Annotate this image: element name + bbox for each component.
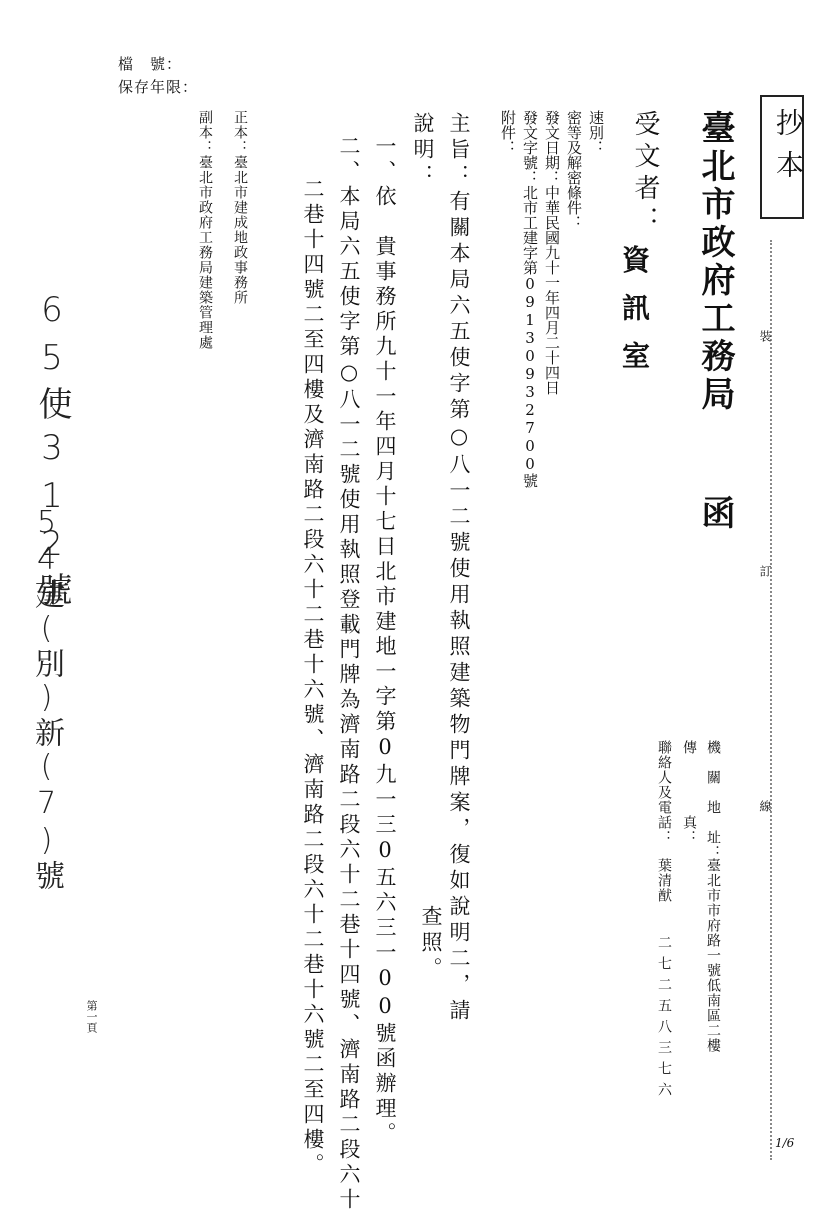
agency-name: 臺北市政府工務局 bbox=[695, 110, 735, 414]
retention-period-label: 保存年限： bbox=[118, 78, 199, 96]
copy-stamp: 抄本 bbox=[772, 108, 805, 192]
recipient-label: 受文者： bbox=[630, 110, 660, 238]
document-type: 函 bbox=[695, 495, 735, 529]
explanation-item-1: 一、依 貴事務所九十一年四月十七日北市建地一字第0九一三0五六三一00號函辦理。 bbox=[373, 135, 397, 1147]
subject-tail: 查照。 bbox=[419, 905, 443, 983]
page-number: 第一頁 bbox=[85, 1000, 98, 1033]
urgency-field: 速別： bbox=[587, 110, 605, 155]
recipient-name: 資訊室 bbox=[618, 245, 651, 389]
fax-label: 傳 真： bbox=[681, 740, 697, 845]
address-value: 臺北市市府路一號低南區二樓 bbox=[705, 858, 721, 1053]
address-label: 機 關 地 址： bbox=[705, 740, 721, 860]
binding-line bbox=[770, 240, 772, 1160]
binding-mark-3: 線 bbox=[758, 800, 772, 812]
corner-mark: 1/6 bbox=[775, 1136, 795, 1150]
secrecy-field: 密等及解密條件： bbox=[565, 110, 583, 230]
file-number-label: 檔 號： bbox=[118, 55, 183, 73]
contact-label: 聯絡人及電話： bbox=[656, 740, 672, 845]
issue-date: 發文日期：中華民國九十一年四月二十四日 bbox=[543, 110, 561, 395]
binding-mark-1: 裝 bbox=[758, 330, 772, 342]
explanation-label: 說明： bbox=[411, 112, 435, 190]
explanation-item-2: 二、本局六五使字第○八一二號使用執照登載門牌為濟南路二段六十二巷十四號、濟南路二段六十 bbox=[337, 135, 361, 1213]
copy-recipient: 副本：臺北市政府工務局建築管理處 bbox=[197, 110, 213, 350]
attachments-field: 附件： bbox=[499, 110, 517, 155]
contact-person: 葉清猷 bbox=[656, 858, 672, 903]
handwritten-note-1: 65使312號 bbox=[32, 290, 72, 614]
binding-mark-2: 訂 bbox=[758, 565, 772, 577]
reference-number: 發文字號：北市工建字第09130932700號 bbox=[521, 110, 539, 488]
contact-phone: 二七二五八三七六 bbox=[656, 935, 672, 1103]
primary-recipient: 正本：臺北市建成地政事務所 bbox=[232, 110, 248, 305]
handwritten-note-2: 54建(別)新(7)號 bbox=[29, 505, 64, 892]
explanation-item-2-cont: 二巷十四號二至四樓及濟南路二段六十二巷十六號、濟南路二段六十二巷十六號二至四樓。 bbox=[301, 178, 325, 1178]
subject-text: 主旨：有關本局六五使字第○八一二號使用執照建築物門牌案，復如說明二，請 bbox=[447, 112, 471, 1025]
